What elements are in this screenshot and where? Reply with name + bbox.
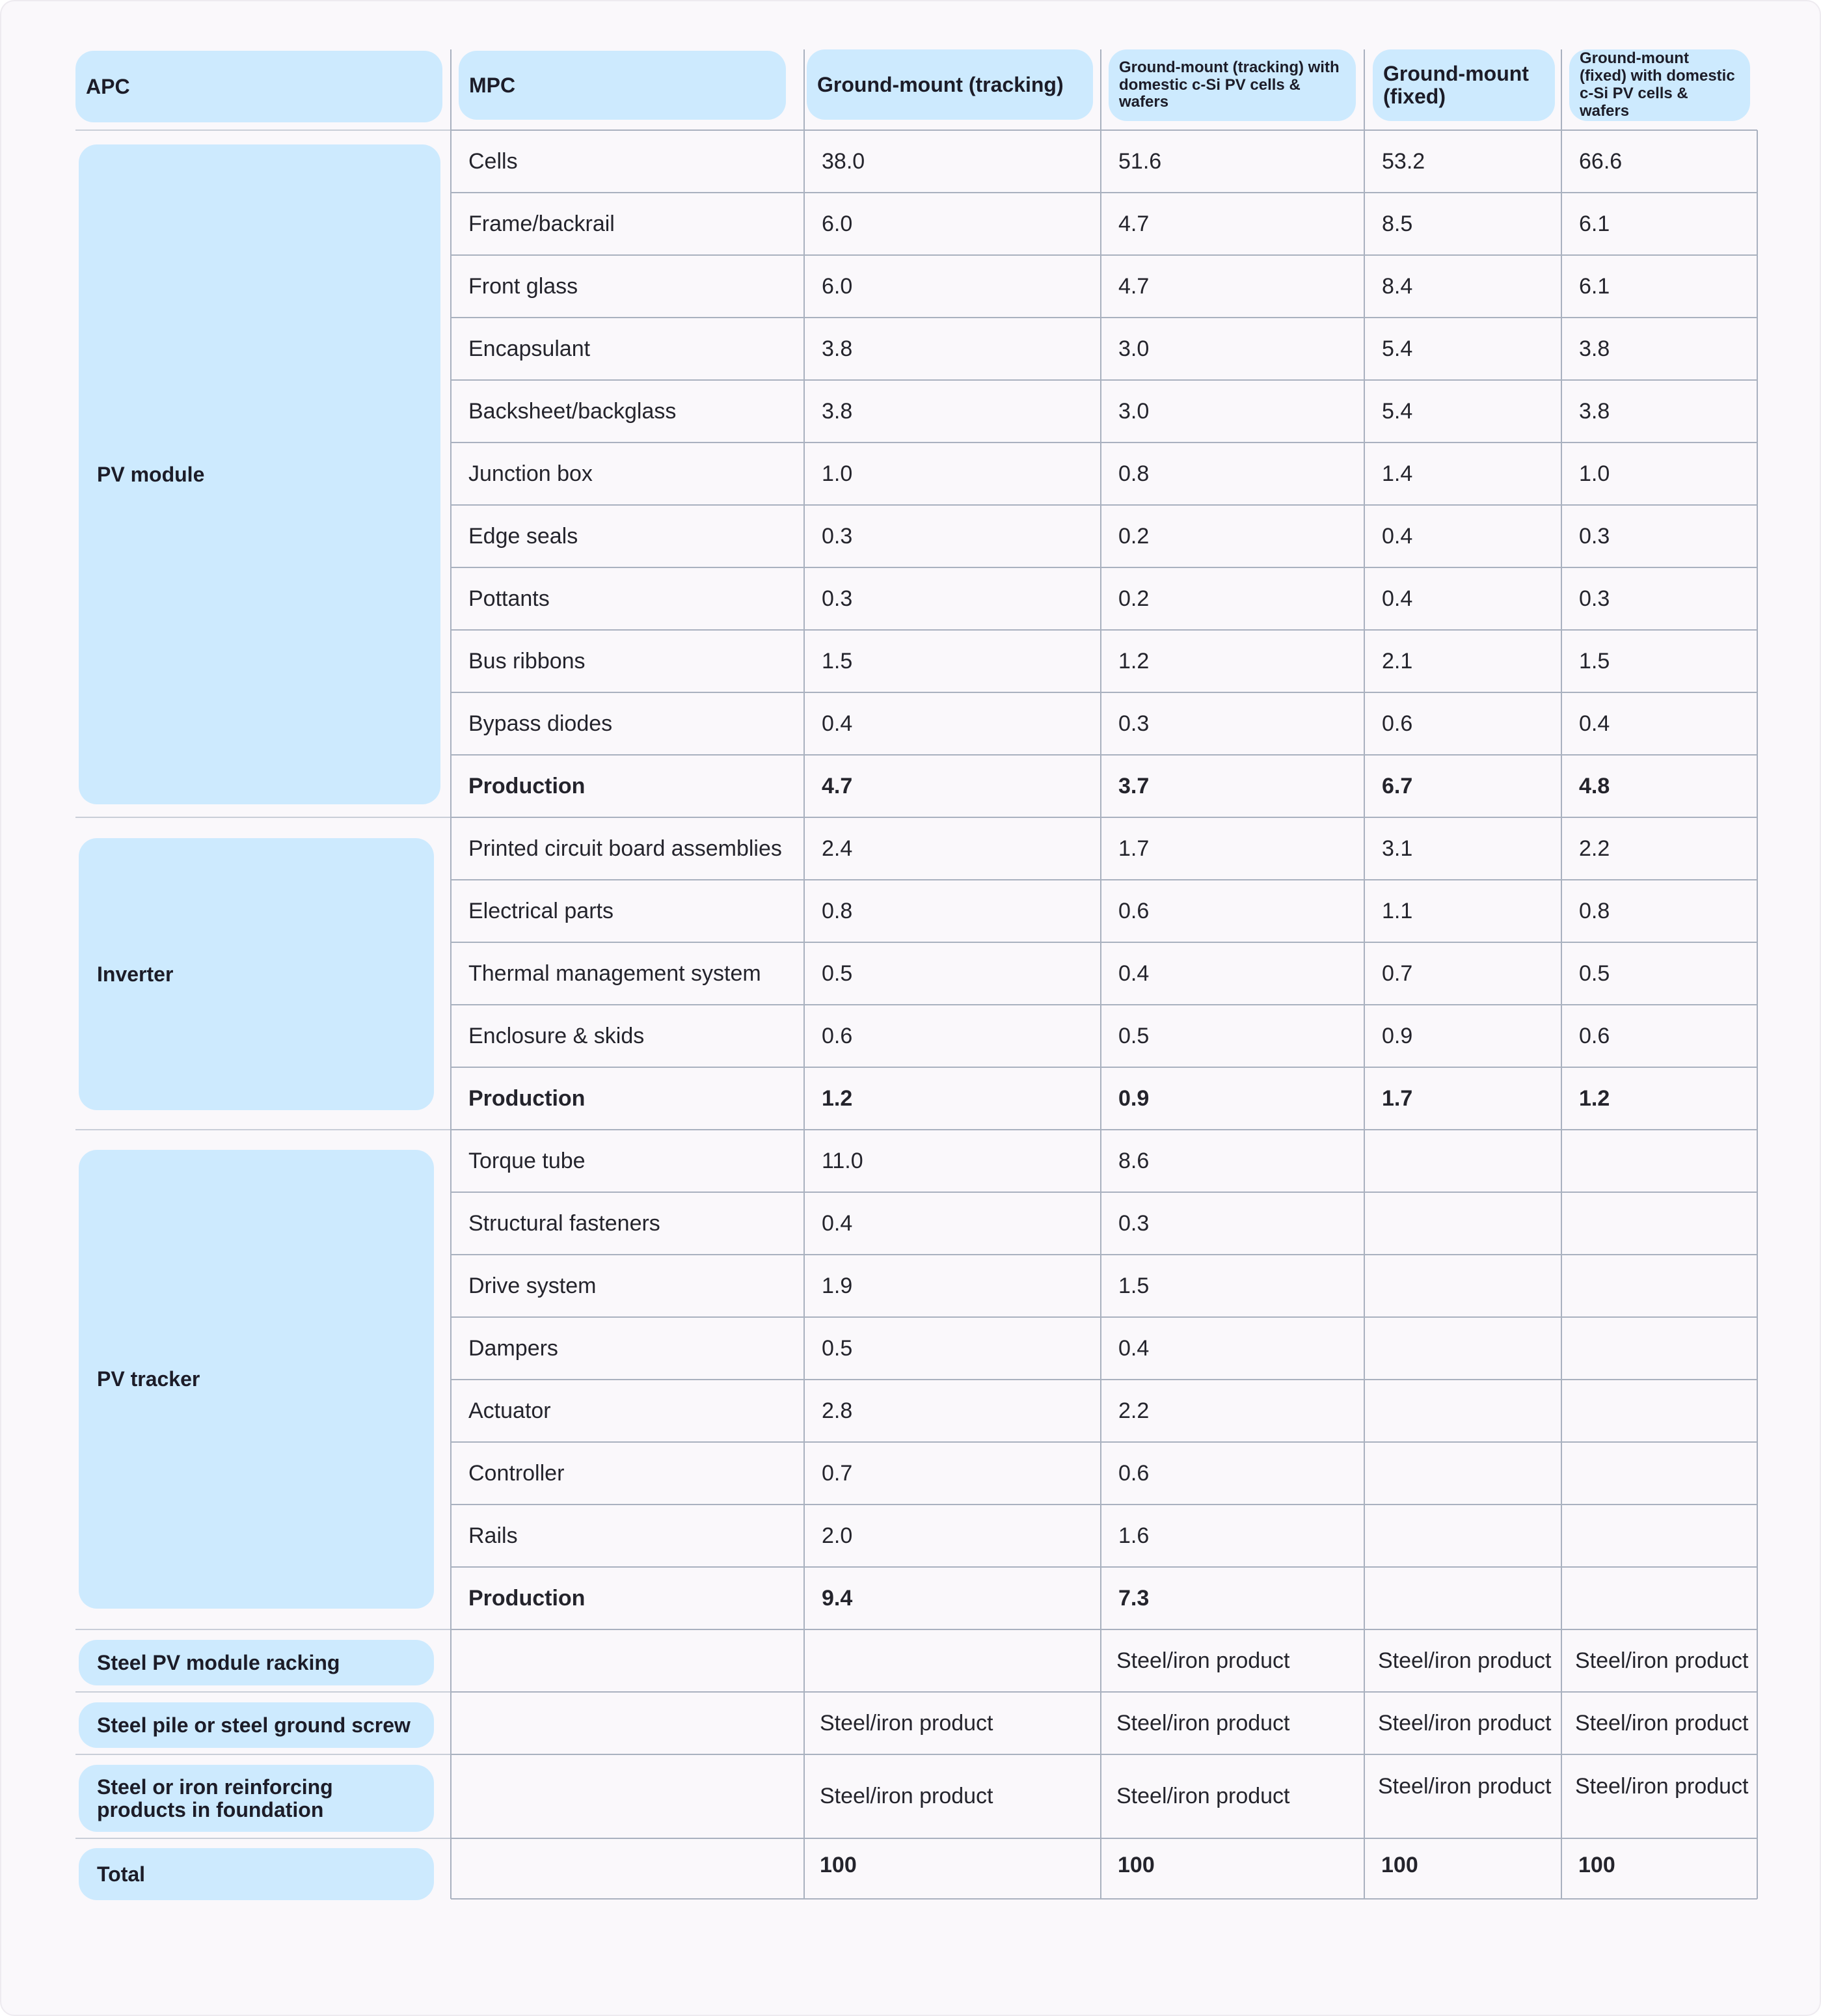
value-cell: Steel/iron product (820, 1710, 993, 1736)
value-cell: 0.7 (822, 1460, 853, 1486)
mpc-label: Cells (468, 148, 518, 174)
mpc-label: Pottants (468, 586, 550, 611)
value-cell: 3.7 (1118, 773, 1150, 798)
value-cell: 3.8 (1579, 336, 1610, 361)
value-cell: 1.7 (1118, 836, 1150, 861)
value-cell: 9.4 (822, 1585, 853, 1611)
value-cell: 7.3 (1118, 1585, 1150, 1611)
value-cell: 2.1 (1382, 648, 1413, 674)
value-cell: 1.0 (822, 461, 853, 486)
group-pv-module: PV module (79, 144, 440, 804)
grid-line (1757, 130, 1758, 1899)
value-cell: 0.5 (822, 1335, 853, 1361)
value-cell: 0.8 (1579, 898, 1610, 923)
value-cell: 6.7 (1382, 773, 1413, 798)
grid-line (75, 1838, 451, 1839)
value-cell: 0.4 (822, 711, 853, 736)
value-cell: 0.6 (1382, 711, 1413, 736)
value-cell: Steel/iron product (1378, 1648, 1552, 1673)
value-cell: 6.1 (1579, 273, 1610, 299)
mpc-label: Production (468, 1585, 586, 1611)
value-cell: 3.8 (822, 398, 853, 424)
value-cell: 1.1 (1382, 898, 1413, 923)
grid-line (75, 1691, 451, 1693)
value-cell (1561, 1130, 1757, 1192)
value-cell: 0.3 (1579, 586, 1610, 611)
value-cell: Steel/iron product (1378, 1710, 1552, 1736)
value-cell (804, 1629, 1101, 1692)
value-cell: 0.3 (822, 523, 853, 549)
value-cell: 5.4 (1382, 398, 1413, 424)
grid-line (75, 1129, 451, 1130)
value-cell: 0.6 (822, 1023, 853, 1048)
header-ground-mount-tracking: Ground-mount (tracking) (807, 49, 1093, 120)
mpc-label: Front glass (468, 273, 578, 299)
total-value: 100 (1381, 1853, 1418, 1877)
value-cell: 0.2 (1118, 523, 1150, 549)
apc-steel-reinforcing-foundation: Steel or iron reinforcing products in foundation (79, 1765, 434, 1832)
value-cell: 4.7 (822, 773, 853, 798)
value-cell (1561, 1380, 1757, 1442)
value-cell: 5.4 (1382, 336, 1413, 361)
value-cell: 0.8 (822, 898, 853, 923)
mpc-label: Structural fasteners (468, 1210, 660, 1236)
value-cell: 11.0 (822, 1148, 863, 1173)
value-cell: Steel/iron product (1116, 1648, 1290, 1673)
value-cell: 0.9 (1118, 1085, 1150, 1111)
value-cell: 8.6 (1118, 1148, 1150, 1173)
header-ground-mount-fixed-domestic: Ground-mount (fixed) with domestic c-Si PV cells & wafers (1569, 49, 1750, 121)
value-cell: 1.5 (822, 648, 853, 674)
value-cell: 3.8 (822, 336, 853, 361)
value-cell: Steel/iron product (1116, 1784, 1290, 1808)
mpc-label: Drive system (468, 1273, 597, 1298)
value-cell (1561, 1505, 1757, 1567)
value-cell: 0.6 (1118, 898, 1150, 923)
grid-line (75, 1629, 451, 1630)
value-cell (1364, 1255, 1561, 1317)
grid-line (1561, 49, 1562, 1899)
value-cell: 2.2 (1118, 1398, 1150, 1423)
value-cell: Steel/iron product (1116, 1710, 1290, 1736)
mpc-label: Actuator (468, 1398, 551, 1423)
value-cell: 0.2 (1118, 586, 1150, 611)
value-cell: 1.7 (1382, 1085, 1413, 1111)
value-cell: 0.4 (1382, 523, 1413, 549)
mpc-label: Torque tube (468, 1148, 586, 1173)
mpc-label: Bypass diodes (468, 711, 613, 736)
grid-line (75, 817, 451, 818)
value-cell: 2.4 (822, 836, 853, 861)
value-cell: 0.6 (1118, 1460, 1150, 1486)
value-cell: 8.4 (1382, 273, 1413, 299)
value-cell: Steel/iron product (1575, 1774, 1749, 1799)
value-cell: 0.3 (822, 586, 853, 611)
value-cell: Steel/iron product (1575, 1710, 1749, 1736)
mpc-label: Bus ribbons (468, 648, 586, 674)
value-cell: 2.8 (822, 1398, 853, 1423)
value-cell: 1.4 (1382, 461, 1413, 486)
grid-line (1364, 49, 1365, 1899)
mpc-label: Junction box (468, 461, 593, 486)
header-mpc: MPC (459, 51, 786, 120)
total-value: 100 (820, 1853, 857, 1877)
value-cell: 0.3 (1118, 1210, 1150, 1236)
value-cell: 3.1 (1382, 836, 1413, 861)
mpc-label: Rails (468, 1523, 518, 1548)
value-cell (1561, 1255, 1757, 1317)
value-cell: 0.4 (1579, 711, 1610, 736)
value-cell (1364, 1567, 1561, 1629)
value-cell: 0.4 (1118, 960, 1150, 986)
group-pv-tracker: PV tracker (79, 1150, 434, 1609)
value-cell: 0.6 (1579, 1023, 1610, 1048)
apc-total: Total (79, 1848, 434, 1900)
value-cell (1561, 1567, 1757, 1629)
mpc-label: Production (468, 1085, 586, 1111)
apc-steel-pile-ground-screw: Steel pile or steel ground screw (79, 1702, 434, 1748)
value-cell (1561, 1192, 1757, 1255)
mpc-label: Thermal management system (468, 960, 761, 986)
value-cell: 0.8 (1118, 461, 1150, 486)
group-inverter: Inverter (79, 838, 434, 1110)
value-cell (1364, 1192, 1561, 1255)
mpc-label: Enclosure & skids (468, 1023, 645, 1048)
total-value: 100 (1118, 1853, 1155, 1877)
value-cell: 3.8 (1579, 398, 1610, 424)
value-cell: 0.5 (1579, 960, 1610, 986)
header-ground-mount-tracking-domestic: Ground-mount (tracking) with domestic c-Si PV cells & wafers (1109, 49, 1356, 121)
value-cell: 1.2 (1118, 648, 1150, 674)
header-apc: APC (75, 51, 442, 122)
value-cell: Steel/iron product (1378, 1774, 1552, 1799)
mpc-label: Electrical parts (468, 898, 614, 923)
value-cell (1364, 1380, 1561, 1442)
value-cell: 6.0 (822, 273, 853, 299)
value-cell: 2.0 (822, 1523, 853, 1548)
mpc-label: Production (468, 773, 586, 798)
value-cell: 0.3 (1118, 711, 1150, 736)
value-cell: 51.6 (1118, 148, 1162, 174)
value-cell: 1.0 (1579, 461, 1610, 486)
mpc-label: Controller (468, 1460, 565, 1486)
value-cell: 0.4 (1382, 586, 1413, 611)
value-cell: 4.7 (1118, 273, 1150, 299)
grid-line (803, 49, 805, 1899)
value-cell: Steel/iron product (1575, 1648, 1749, 1673)
value-cell: 1.2 (822, 1085, 853, 1111)
value-cell: 4.7 (1118, 211, 1150, 236)
value-cell (1364, 1130, 1561, 1192)
value-cell (1364, 1505, 1561, 1567)
value-cell: 6.0 (822, 211, 853, 236)
mpc-label: Printed circuit board assemblies (468, 836, 782, 861)
value-cell: 0.5 (822, 960, 853, 986)
value-cell: 1.5 (1579, 648, 1610, 674)
grid-line (75, 1754, 451, 1755)
value-cell: 0.5 (1118, 1023, 1150, 1048)
mpc-label: Frame/backrail (468, 211, 615, 236)
value-cell: 3.0 (1118, 398, 1150, 424)
value-cell (1364, 1442, 1561, 1505)
value-cell: 1.5 (1118, 1273, 1150, 1298)
value-cell: 3.0 (1118, 336, 1150, 361)
apc-steel-pv-module-racking: Steel PV module racking (79, 1640, 434, 1685)
mpc-label: Dampers (468, 1335, 558, 1361)
value-cell (1364, 1317, 1561, 1380)
mpc-label: Backsheet/backglass (468, 398, 677, 424)
value-cell (1561, 1317, 1757, 1380)
value-cell: 1.6 (1118, 1523, 1150, 1548)
value-cell: 0.7 (1382, 960, 1413, 986)
grid-line (75, 129, 451, 131)
value-cell (1561, 1442, 1757, 1505)
header-ground-mount-fixed: Ground-mount (fixed) (1373, 49, 1555, 121)
value-cell: 2.2 (1579, 836, 1610, 861)
value-cell: 0.4 (1118, 1335, 1150, 1361)
grid-line (450, 49, 452, 1899)
value-cell: 6.1 (1579, 211, 1610, 236)
value-cell: 66.6 (1579, 148, 1623, 174)
value-cell: 4.8 (1579, 773, 1610, 798)
value-cell: 0.9 (1382, 1023, 1413, 1048)
mpc-label: Edge seals (468, 523, 578, 549)
value-cell: Steel/iron product (820, 1784, 993, 1808)
value-cell: 1.9 (822, 1273, 853, 1298)
mpc-label: Encapsulant (468, 336, 591, 361)
value-cell: 53.2 (1382, 148, 1425, 174)
value-cell: 8.5 (1382, 211, 1413, 236)
value-cell: 0.3 (1579, 523, 1610, 549)
value-cell: 0.4 (822, 1210, 853, 1236)
grid-line (1100, 49, 1101, 1899)
total-value: 100 (1578, 1853, 1615, 1877)
value-cell: 38.0 (822, 148, 865, 174)
value-cell: 1.2 (1579, 1085, 1610, 1111)
